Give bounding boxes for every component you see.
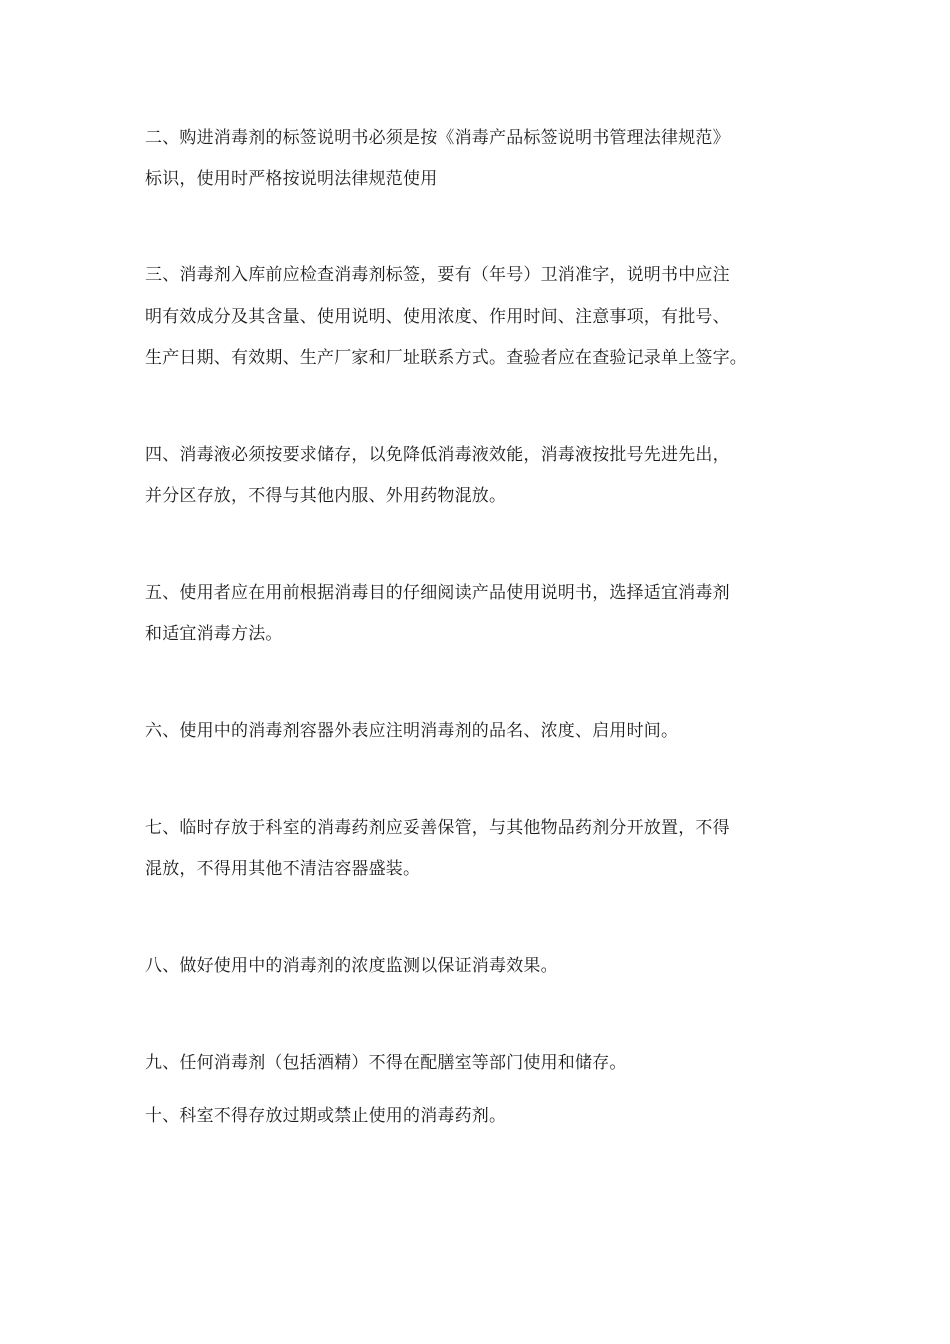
paragraph-5-line-2: 和适宜消毒方法。 (145, 624, 283, 644)
paragraph-2-line-1: 二、购进消毒剂的标签说明书必须是按《消毒产品标签说明书管理法律规范》 (145, 128, 730, 148)
paragraph-5-line-1: 五、使用者应在用前根据消毒目的仔细阅读产品使用说明书，选择适宜消毒剂 (145, 583, 730, 603)
paragraph-9-line-1: 九、任何消毒剂（包括酒精）不得在配膳室等部门使用和储存。 (145, 1053, 627, 1073)
paragraph-3-line-1: 三、消毒剂入库前应检查消毒剂标签，要有（年号）卫消准字，说明书中应注 (145, 265, 730, 285)
paragraph-10-line-1: 十、科室不得存放过期或禁止使用的消毒药剂。 (145, 1106, 507, 1126)
paragraph-3-line-2: 明有效成分及其含量、使用说明、使用浓度、作用时间、注意事项，有批号、 (145, 307, 730, 327)
paragraph-6-line-1: 六、使用中的消毒剂容器外表应注明消毒剂的品名、浓度、启用时间。 (145, 721, 679, 741)
paragraph-3-line-3: 生产日期、有效期、生产厂家和厂址联系方式。查验者应在查验记录单上签字。 (145, 348, 747, 368)
paragraph-7-line-2: 混放，不得用其他不清洁容器盛装。 (145, 859, 421, 879)
paragraph-2-line-2: 标识，使用时严格按说明法律规范使用 (145, 169, 438, 189)
paragraph-8-line-1: 八、做好使用中的消毒剂的浓度监测以保证消毒效果。 (145, 956, 558, 976)
paragraph-4-line-2: 并分区存放，不得与其他内服、外用药物混放。 (145, 486, 507, 506)
paragraph-7-line-1: 七、临时存放于科室的消毒药剂应妥善保管，与其他物品药剂分开放置，不得 (145, 818, 730, 838)
paragraph-4-line-1: 四、消毒液必须按要求储存，以免降低消毒液效能，消毒液按批号先进先出， (145, 445, 730, 465)
